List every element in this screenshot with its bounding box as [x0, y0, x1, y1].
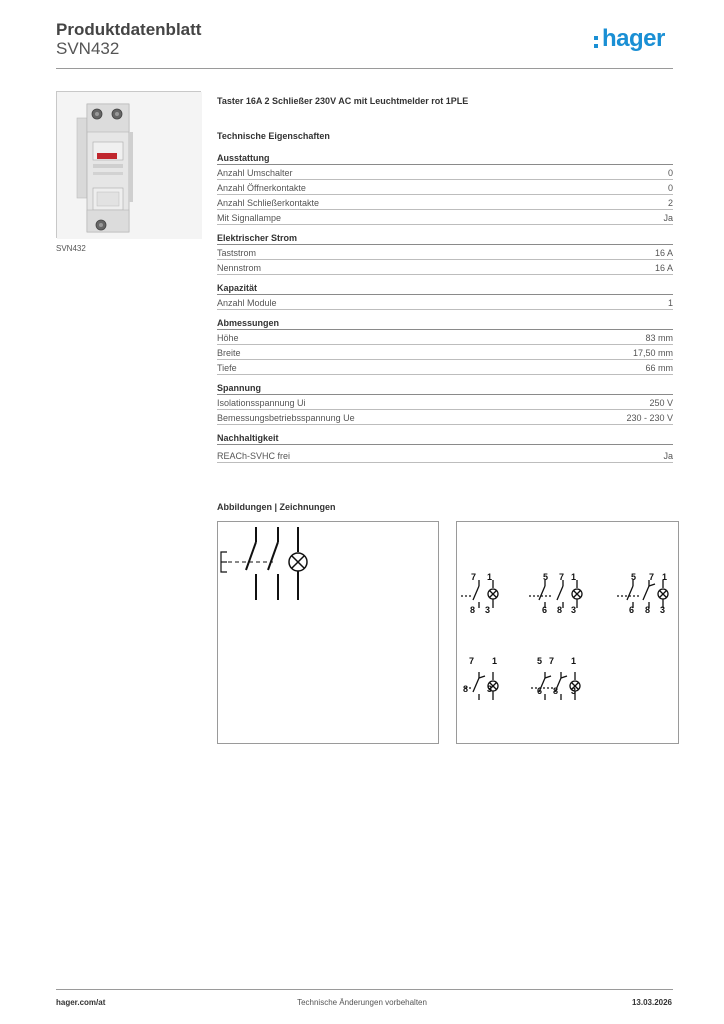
spec-value: 250 V — [649, 398, 673, 408]
terminal-label: 6 — [537, 686, 543, 696]
spec-label: Bemessungsbetriebsspannung Ue — [217, 413, 355, 423]
terminal-label: 3 — [571, 686, 577, 696]
spec-value: 0 — [667, 183, 673, 193]
terminal-label: 7 — [549, 656, 555, 666]
spec-row — [217, 410, 673, 425]
spec-label: Tiefe — [217, 363, 237, 373]
spec-row — [217, 360, 673, 375]
hager-logo — [594, 25, 674, 57]
circuit-symbol-figure — [217, 521, 439, 744]
section-title: Spannung — [217, 383, 673, 395]
terminal-label: 5 — [631, 572, 637, 582]
spec-value: 230 - 230 V — [626, 413, 673, 423]
spec-value: Ja — [663, 213, 673, 223]
product-title: Taster 16A 2 Schließer 230V AC mit Leuchtmelder rot 1PLE — [217, 96, 469, 106]
spec-label: Anzahl Schließerkontakte — [217, 198, 320, 208]
product-image — [56, 91, 201, 238]
terminal-label: 7 — [469, 656, 475, 666]
terminal-label: 7 — [649, 572, 655, 582]
spec-row — [217, 330, 673, 345]
section-ausstattung — [217, 153, 673, 225]
terminal-label: 8 — [553, 686, 559, 696]
terminal-label: 3 — [660, 605, 666, 615]
spec-label: Anzahl Öffnerkontakte — [217, 183, 306, 193]
spec-row — [217, 165, 673, 180]
terminal-label: 1 — [487, 572, 493, 582]
spec-row — [217, 195, 673, 210]
spec-row — [217, 345, 673, 360]
footer-disclaimer: Technische Änderungen vorbehalten — [297, 998, 427, 1007]
spec-row — [217, 180, 673, 195]
terminal-label: 5 — [537, 656, 543, 666]
logo-dots-icon — [594, 36, 599, 50]
terminal-label: 1 — [492, 656, 498, 666]
spec-value: 17,50 mm — [632, 348, 673, 358]
spec-label: Höhe — [217, 333, 239, 343]
spec-value: Ja — [663, 451, 673, 461]
terminal-label: 6 — [542, 605, 548, 615]
footer-website: hager.com/at — [56, 998, 106, 1007]
wiring-lines — [461, 580, 668, 700]
spec-row — [217, 210, 673, 225]
footer-divider — [56, 989, 673, 990]
spec-label: Taststrom — [217, 248, 257, 258]
terminal-label: 5 — [543, 572, 549, 582]
spec-row — [217, 245, 673, 260]
section-title: Elektrischer Strom — [217, 233, 673, 245]
terminal-label: 8 — [470, 605, 476, 615]
terminal-label: 3 — [487, 684, 493, 694]
spec-value: 16 A — [654, 248, 673, 258]
spec-value: 66 mm — [645, 363, 673, 373]
section-elektrischer-strom — [217, 233, 673, 275]
product-code: SVN432 — [56, 39, 120, 58]
spec-value: 83 mm — [645, 333, 673, 343]
spec-label: Mit Signallampe — [217, 213, 282, 223]
footer-date: 13.03.2026 — [631, 998, 672, 1007]
terminal-label: 7 — [559, 572, 565, 582]
terminal-label: 1 — [571, 656, 577, 666]
spec-row — [217, 260, 673, 275]
terminal-label: 1 — [662, 572, 668, 582]
wiring-diagrams-figure — [456, 521, 679, 744]
section-title: Nachhaltigkeit — [217, 433, 673, 445]
spec-value: 0 — [667, 168, 673, 178]
spec-label: Anzahl Umschalter — [217, 168, 293, 178]
spec-label: Isolationsspannung Ui — [217, 398, 306, 408]
terminal-label: 6 — [629, 605, 635, 615]
spec-value: 1 — [667, 298, 673, 308]
document-title: Produktdatenblatt — [56, 20, 202, 39]
wiring-diagrams-svg — [457, 522, 680, 745]
section-title: Abmessungen — [217, 318, 673, 330]
spec-label: Anzahl Module — [217, 298, 277, 308]
section-spannung — [217, 383, 673, 425]
spec-value: 2 — [667, 198, 673, 208]
spec-row — [217, 295, 673, 310]
spec-row — [217, 448, 673, 463]
terminal-label: 3 — [485, 605, 491, 615]
terminal-label: 3 — [571, 605, 577, 615]
header-divider — [56, 68, 673, 69]
section-title: Kapazität — [217, 283, 673, 295]
spec-content — [217, 96, 673, 463]
spec-label: Breite — [217, 348, 241, 358]
terminal-label: 8 — [557, 605, 563, 615]
section-title: Ausstattung — [217, 153, 673, 165]
logo-text: hager — [602, 25, 665, 52]
section-kapazitaet — [217, 283, 673, 310]
figures-heading: Abbildungen | Zeichnungen — [217, 502, 336, 512]
section-nachhaltigkeit — [217, 433, 673, 463]
spec-value: 16 A — [654, 263, 673, 273]
tech-heading: Technische Eigenschaften — [217, 131, 330, 141]
section-abmessungen — [217, 318, 673, 375]
terminal-label: 8 — [463, 684, 469, 694]
terminal-label: 1 — [571, 572, 577, 582]
spec-row — [217, 395, 673, 410]
spec-label: REACh-SVHC frei — [217, 451, 291, 461]
image-caption: SVN432 — [56, 244, 86, 253]
spec-label: Nennstrom — [217, 263, 262, 273]
terminal-label: 8 — [645, 605, 651, 615]
terminal-label: 7 — [471, 572, 477, 582]
